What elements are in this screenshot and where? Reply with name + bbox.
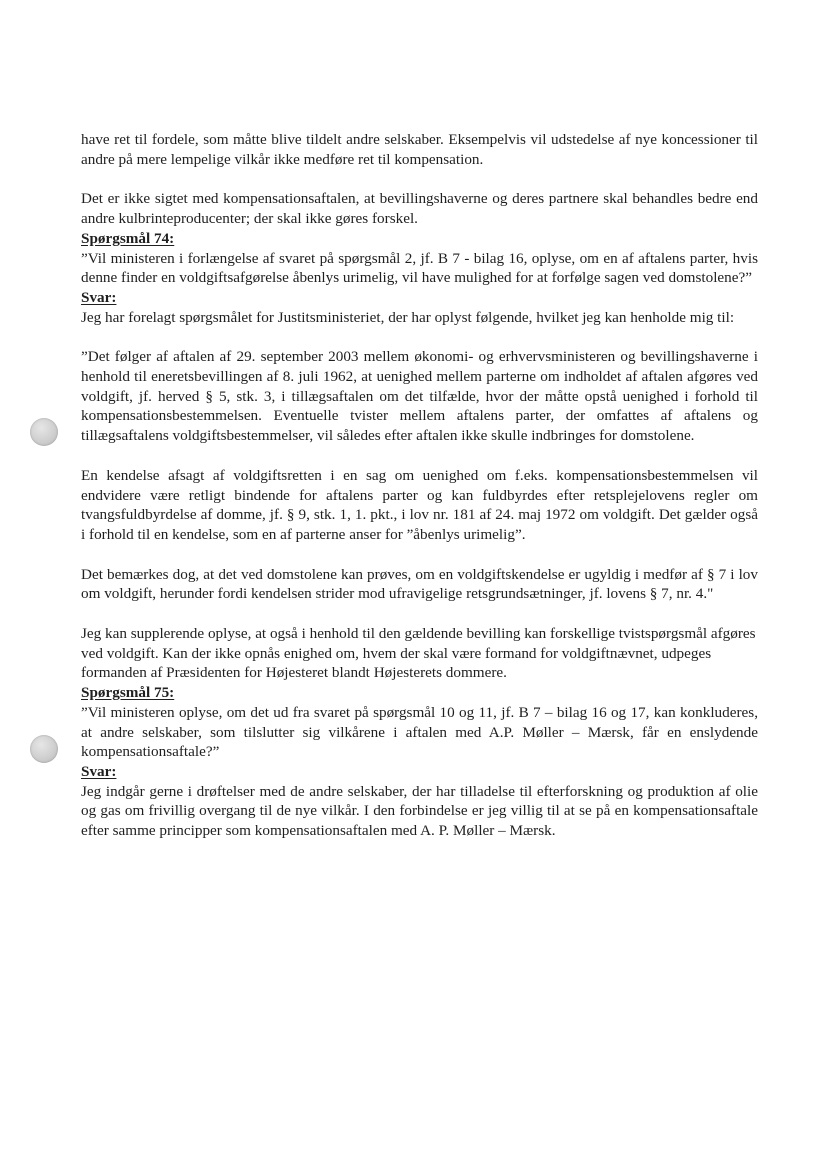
question-74-heading: Spørgsmål 74:	[81, 229, 175, 247]
paragraph-no-special-treatment: Det er ikke sigtet med kompensationsaftalen, at bevillingshaverne og deres partnere skal behandles bedre end andre kulbrinteproducenter; der skal ikke gøres forskel.	[81, 190, 758, 228]
answer-74-quote-paragraph-2: En kendelse afsagt af voldgiftsretten i en sag om uenighed om f.eks. kompensationsbestemmelsen vil endvidere være retligt bindende for aftalens parter og kan fuldbyrdes efter retsplejelovens regler om tvangsfuldbyrdelse af domme, jf. § 9, stk. 1, 1. pkt., i lov nr. 181 af 24. maj 1972 om voldgift. Det gælder også i forhold til en kendelse, som en af parterne anser for ”åbenlys urimelig”.	[81, 466, 758, 543]
question-74-text: ”Vil ministeren i forlængelse af svaret på spørgsmål 2, jf. B 7 - bilag 16, oplyse, om en af aftalens parter, hvis denne finder en voldgiftsafgørelse åbenlys urimelig, vil have mulighed for at forfølge sagen ved domstolene?”	[81, 249, 758, 287]
answer-74-supplement: Jeg kan supplerende oplyse, at også i henhold til den gældende bevilling kan forskellige tvistspørgsmål afgøres ved voldgift. Kan der ikke opnås enighed om, hvem der skal være formand for voldgiftnævnet, udpeges formanden af Præsidenten for Højesteret blandt Højesterets dommere.	[81, 625, 756, 682]
answer-74-heading: Svar:	[81, 288, 117, 306]
answer-75-text: Jeg indgår gerne i drøftelser med de andre selskaber, der har tilladelse til efterforskning og produktion af olie og gas om frivillig overgang til de nye vilkår. I den forbindelse er jeg villig til at se på en kompensationsaftale efter samme principper som kompensationsaftalen med A. P. Møller – Mærsk.	[81, 782, 758, 840]
answer-74-quote-paragraph-3: Det bemærkes dog, at det ved domstolene kan prøves, om en voldgiftskendelse er ugyldig i medfør af § 7 i lov om voldgift, herunder fordi kendelsen strider mod ufravigelige retsgrundsætninger, jf. lovens § 7, nr. 4."	[81, 565, 758, 603]
answer-75-heading: Svar:	[81, 762, 117, 780]
paragraph-intro: have ret til fordele, som måtte blive tildelt andre selskaber. Eksempelvis vil udstedelse af nye koncessioner til andre på mere lempelige vilkår ikke medføre ret til kompensation.	[81, 131, 758, 168]
punch-hole-mark	[30, 735, 58, 763]
answer-74-quote-paragraph-1: ”Det følger af aftalen af 29. september 2003 mellem økonomi- og erhvervsministeren og bevillingshaverne i henhold til eneretsbevillingen af 8. juli 1962, at uenighed mellem parterne om indholdet af aftalen afgøres ved voldgift, jf. herved § 5, stk. 3, i tillægsaftalen om det tilfælde, hvor der måtte opstå uenighed i forhold til kompensationsbestemmelsen. Eventuelle tvister mellem aftalens parter, der omfattes af aftalens og tillægsaftalens voldgiftsbestemmelser, vil således efter aftalen ikke skulle indbringes for domstolene.	[81, 348, 758, 445]
punch-hole-mark	[30, 418, 58, 446]
question-75-heading: Spørgsmål 75:	[81, 684, 175, 702]
document-body	[81, 130, 758, 841]
answer-74-intro: Jeg har forelagt spørgsmålet for Justitsministeriet, der har oplyst følgende, hvilket jeg kan henholde mig til:	[81, 308, 735, 326]
question-75-text: ”Vil ministeren oplyse, om det ud fra svaret på spørgsmål 10 og 11, jf. B 7 – bilag 16 og 17, kan konkluderes, at andre selskaber, som tilslutter sig vilkårene i aftalen med A.P. Møller – Mærsk, får en enslydende kompensationsaftale?”	[81, 703, 758, 761]
